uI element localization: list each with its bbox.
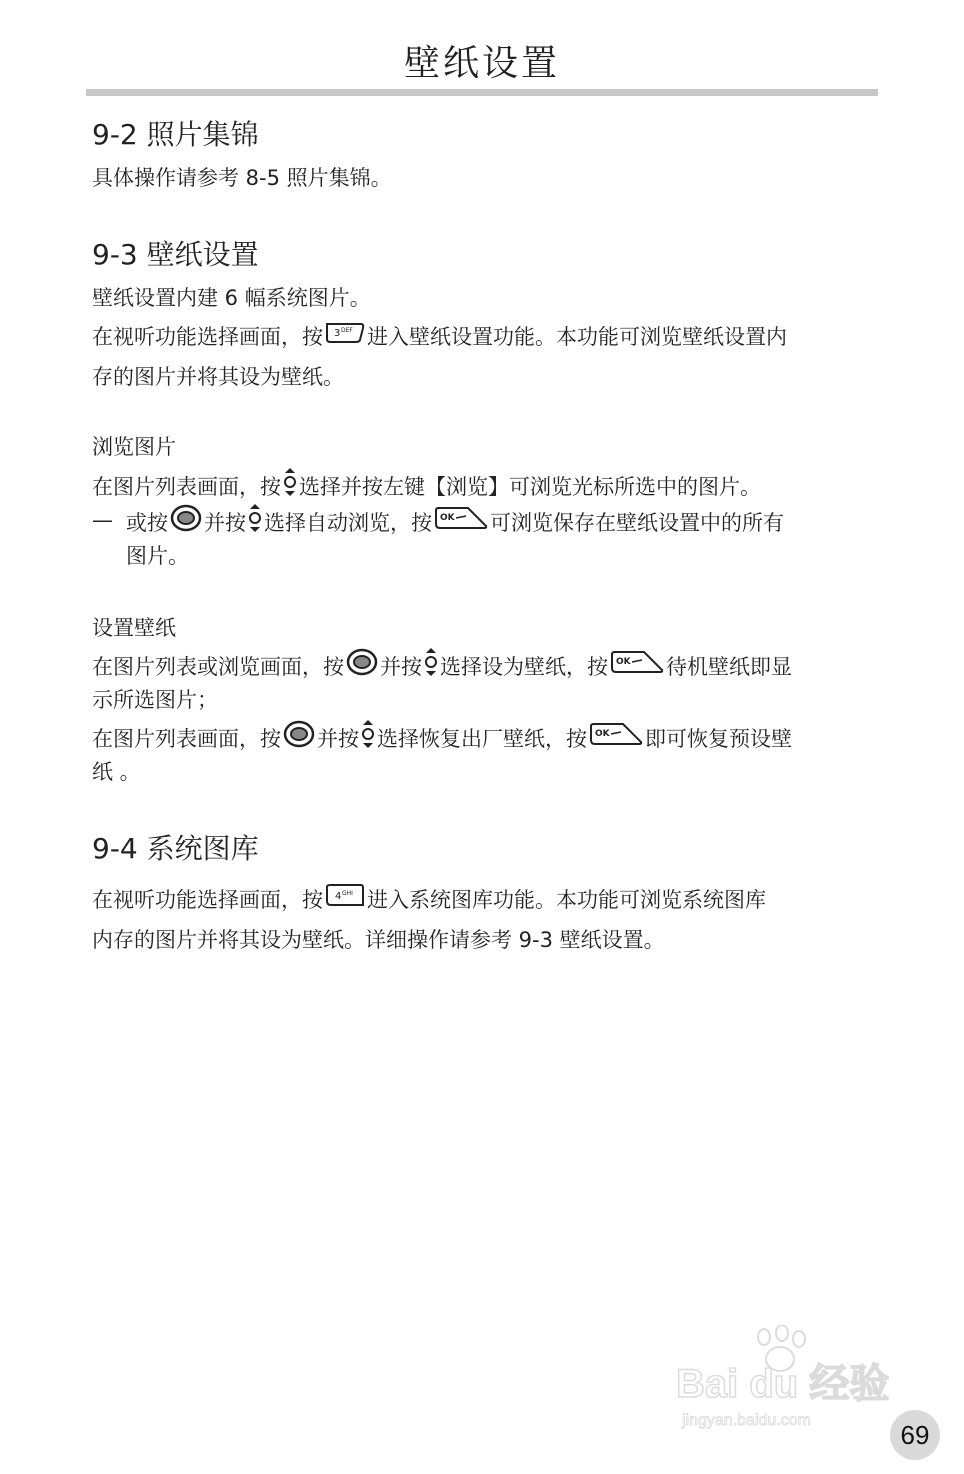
set-line2: 示所选图片； (92, 688, 218, 712)
set-heading: 设置壁纸 (92, 616, 176, 640)
nav-updown-icon (283, 467, 297, 505)
section-9-2-text: 具体操作请参考 8-5 照片集锦。 (92, 166, 392, 190)
nav-updown-icon (424, 647, 438, 685)
browse-dash: — (92, 508, 113, 532)
svg-text:OK: OK (440, 513, 455, 523)
svg-text:DEF: DEF (341, 327, 353, 334)
browse-line2: 或按 并按 选择自动浏览，按 OK 可浏览保存在壁纸设置中的所有 (126, 505, 784, 543)
svg-text:3: 3 (334, 328, 341, 339)
section-9-3-line2: 在视听功能选择画面，按 3 DEF 进入壁纸设置功能。本功能可浏览壁纸设置内 (92, 322, 787, 354)
section-9-3-line1: 壁纸设置内建 6 幅系统图片。 (92, 286, 371, 310)
section-9-4-heading: 9-4 系统图库 (92, 832, 259, 865)
svg-text:Bai du 经验: Bai du 经验 (676, 1362, 890, 1406)
svg-text:4: 4 (335, 891, 342, 902)
page-title: 壁纸设置 (403, 43, 560, 84)
center-key-icon (283, 720, 315, 756)
key-3-icon (325, 320, 365, 352)
section-9-3-heading: 9-3 壁纸设置 (92, 238, 259, 271)
section-9-4-line2: 内存的图片并将其设为壁纸。详细操作请参考 9-3 壁纸设置。 (92, 928, 665, 952)
ok-key-icon (434, 506, 488, 538)
svg-text:GHI: GHI (342, 890, 353, 897)
set-line3: 在图片列表画面，按 并按 选择恢复出厂壁纸，按 OK 即可恢复预设壁 (92, 721, 792, 759)
svg-text:OK: OK (616, 657, 631, 667)
set-line1: 在图片列表或浏览画面，按 并按 选择设为壁纸，按 OK 待机壁纸即显 (92, 649, 792, 687)
section-9-2-heading: 9-2 照片集锦 (92, 118, 259, 151)
svg-text:OK: OK (595, 729, 610, 739)
nav-updown-icon (361, 719, 375, 757)
browse-line1: 在图片列表画面，按 选择并按左键【浏览】可浏览光标所选中的图片。 (92, 469, 761, 507)
page-number: 69 (890, 1410, 940, 1460)
set-line4: 纸 。 (92, 760, 141, 784)
ok-key-icon (610, 650, 664, 682)
key-4-icon (325, 883, 365, 915)
center-key-icon (346, 648, 378, 684)
browse-heading: 浏览图片 (92, 435, 176, 459)
nav-updown-icon (248, 503, 262, 541)
title-rule (86, 89, 878, 96)
svg-text:jingyan.baidu.com: jingyan.baidu.com (682, 1412, 811, 1429)
center-key-icon (170, 504, 202, 540)
baidu-watermark (672, 1325, 902, 1439)
ok-key-icon (589, 722, 643, 754)
section-9-3-line3: 存的图片并将其设为壁纸。 (92, 365, 344, 389)
section-9-4-line1: 在视听功能选择画面，按 4 GHI 进入系统图库功能。本功能可浏览系统图库 (92, 885, 766, 917)
browse-line3: 图片。 (126, 544, 189, 568)
